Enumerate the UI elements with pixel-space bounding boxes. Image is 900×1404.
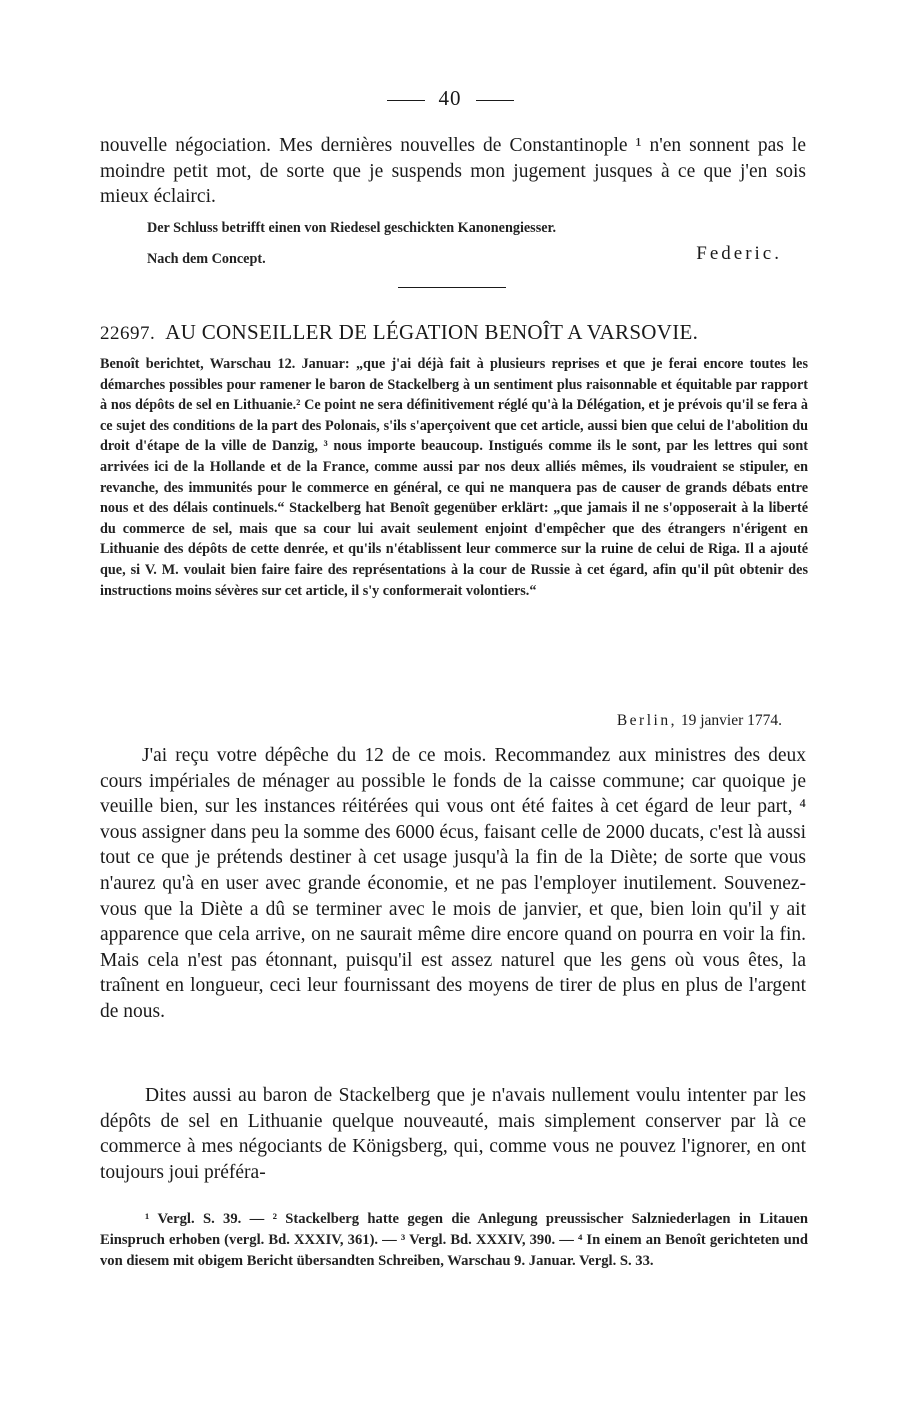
footnote-text: ¹ Vergl. S. 39. — ² Stackelberg hatte gegen die Anlegung preussischer Salzniederlagen in Litauen Einspruch erhoben (vergl. Bd. XXXIV, 361). — ³ Vergl. Bd. XXXIV, 390. — ⁴ In einem an Benoît gerichteten und von diesem mit obigem Bericht übersandten Schreiben, Warschau 9. Januar. Vergl. S. 33. [100,1211,808,1270]
source-note: Nach dem Concept. [147,251,266,267]
editorial-note: Der Schluss betrifft einen von Riedesel geschickten Kanonengiesser. [147,220,557,236]
document-heading [100,320,808,345]
letter-paragraph-1: J'ai reçu votre dépêche du 12 de ce mois. Recommandez aux ministres des deux cours impériales de ménager au possible le fonds de la caisse commune; car quoique je veuille bien, sur les instances réitérées qui vous ont été faites à cet égard de leur part, ⁴ vous assigner dans peu la somme des 6000 écus, faisant celle de 2000 ducats, c'est là aussi tout ce que je prétends destiner à cet usage jusqu'à la fin de la Diète; de sorte que vous n'aurez qu'à en user avec grande économie, et ne pas l'employer inutilement. Souvenez-vous que la Diète a dû se terminer avec le mois de janvier, et que, bien loin qu'il y ait apparence que cela arrive, on ne saurait même dire encore quand on pourra en voir la fin. Mais cela n'est pas étonnant, puisqu'il est assez naturel que les gens où vous êtes, la traînent en longueur, ceci leur fournissant des moyens de tirer de plus en plus de l'argent de nous. [100,745,806,1022]
footnotes [100,1209,808,1273]
dateline [617,712,782,730]
page-number: 40 [438,86,462,110]
continuation-paragraph: nouvelle négociation. Mes dernières nouvelles de Constantinople ¹ n'en sonnent pas le moindre petit mot, de sorte que je suspends mon jugement jusques à ce que j'en sois mieux éclairci. [100,135,806,208]
dateline-city: Berlin, [616,712,677,729]
dateline-date: 19 janvier 1774. [680,712,782,729]
running-head [0,86,900,111]
report-summary: Benoît berichtet, Warschau 12. Januar: „que j'ai déjà fait à plusieurs reprises et que je ferai encore toutes les démarches possibles pour ramener le baron de Stackelberg à un sentiment plus raisonnable et équitable par rapport à nos dépôts de sel en Lithuanie.² Ce point ne sera définitivement réglé qu'à la Délégation, et je prévois qu'il se fera à ce sujet des conditions de la part des Polonais, s'ils s'aperçoivent que cet article, aussi bien que celui de l'abolition du droit d'étape de la ville de Danzig, ³ nous importe beaucoup. Instigués comme ils le sont, par les lettres qui sont arrivées ici de la Hollande et de la France, comme aussi par nos deux alliés mêmes, ils voudraient se stipuler, en revanche, des immunités pour le commerce en général, ce qui ne manquera pas de causer de grands débats entre nous et des délais continuels.“ Stackelberg hat Benoît gegenüber erklärt: „que jamais il ne s'opposerait à la liberté du commerce de sel, mais que sa cour lui avait seulement enjoint d'empêcher que des étrangers n'érigent en Lithuanie des dépôts de cette denrée, et qu'ils n'établissent leur commerce sur la ruine de celui de Riga. Il a ajouté que, si V. M. voulait bien faire faire des représentations à la cour de Russie à cet égard, afin qu'il pût obtenir des instructions moins sévères sur cet article, il s'y conformerait volontiers.“ [100,356,808,599]
document-number: 22697. [100,323,156,344]
signature: Federic. [696,243,782,264]
document-title: AU CONSEILLER DE LÉGATION BENOÎT A VARSOVIE. [165,320,699,344]
header-dash-right [476,100,514,101]
section-rule [398,287,506,288]
header-dash-left [387,100,425,101]
letter-paragraph-2: Dites aussi au baron de Stackelberg que je n'avais nullement voulu intenter par les dépôts de sel en Lithuanie quelque nouveauté, mais simplement conserver par là ce commerce à mes négociants de Königsberg, qui, comme vous ne pouvez l'ignorer, en ont toujours joui préféra- [100,1085,806,1183]
